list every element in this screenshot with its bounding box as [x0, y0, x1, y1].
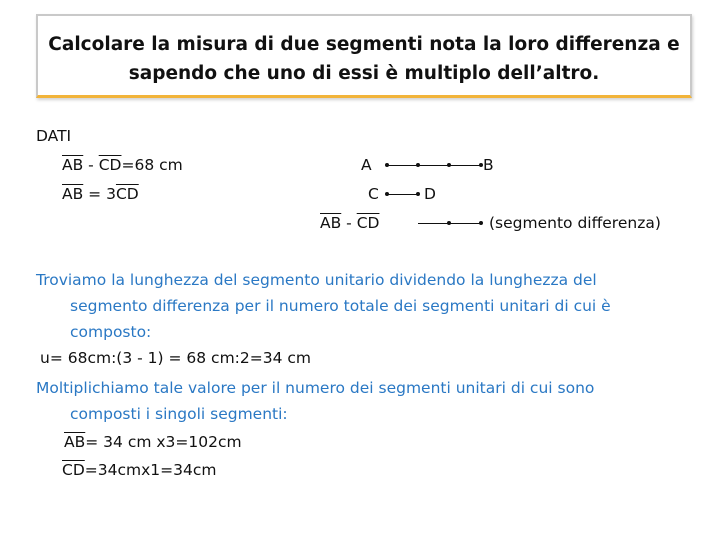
point-d-label: D [424, 185, 436, 203]
given-equation-multiple [62, 184, 139, 204]
difference-segment-note: (segmento differenza) [489, 214, 661, 232]
point-c-label: C [368, 185, 379, 203]
difference-segment-label [320, 213, 379, 233]
title-line-1: Calcolare la misura di due segmenti nota la loro differenza e [48, 34, 680, 55]
title-line-2: sapendo che uno di essi è multiplo dell’altro. [128, 63, 600, 84]
segment-ab-point [447, 163, 451, 167]
segment-ab-label: $\overline{AB}$ [62, 156, 84, 174]
result-ab [64, 432, 242, 452]
given-equation-difference [62, 155, 183, 175]
step1-line-2: segmento differenza per il numero totale dei segmenti unitari di cui è [70, 297, 611, 315]
result-cd [62, 460, 216, 480]
slide-title [38, 30, 690, 88]
segment-ab-label: $\overline{AB}$ [64, 433, 86, 451]
point-a-label: A [361, 156, 372, 174]
minus-operator: - [341, 214, 357, 232]
dati-heading: DATI [36, 127, 72, 145]
segment-ab-label: $\overline{AB}$ [320, 214, 342, 232]
segment-cd-label: $\overline{CD}$ [356, 214, 380, 232]
point-b-label: B [483, 156, 494, 174]
segment-cd [387, 194, 418, 195]
segment-cd-label: $\overline{CD}$ [98, 156, 122, 174]
segment-ab-point [385, 163, 389, 167]
title-box [36, 14, 692, 98]
step2-line-1: Moltiplichiamo tale valore per il numero dei segmenti unitari di cui sono [36, 379, 595, 397]
difference-segment-point [479, 221, 483, 225]
result-ab-value: = 34 cm x3=102cm [85, 433, 242, 451]
unit-calculation: u= 68cm:(3 - 1) = 68 cm:2=34 cm [40, 349, 312, 367]
step1-line-1: Troviamo la lunghezza del segmento unitario dividendo la lunghezza del [36, 271, 597, 289]
segment-ab-point [416, 163, 420, 167]
minus-operator: - [83, 156, 99, 174]
segment-cd-label: $\overline{CD}$ [115, 185, 139, 203]
difference-segment-point [447, 221, 451, 225]
segment-cd-point [416, 192, 420, 196]
segment-ab-label: $\overline{AB}$ [62, 185, 84, 203]
result-cd-value: =34cmx1=34cm [84, 461, 217, 479]
step2-line-2: composti i singoli segmenti: [70, 405, 288, 423]
segment-cd-label: $\overline{CD}$ [62, 461, 85, 479]
segment-ab [387, 165, 481, 166]
segment-cd-point [385, 192, 389, 196]
multiple-relation: = 3 [83, 185, 116, 203]
difference-value: =68 cm [121, 156, 183, 174]
step1-line-3: composto: [70, 323, 152, 341]
